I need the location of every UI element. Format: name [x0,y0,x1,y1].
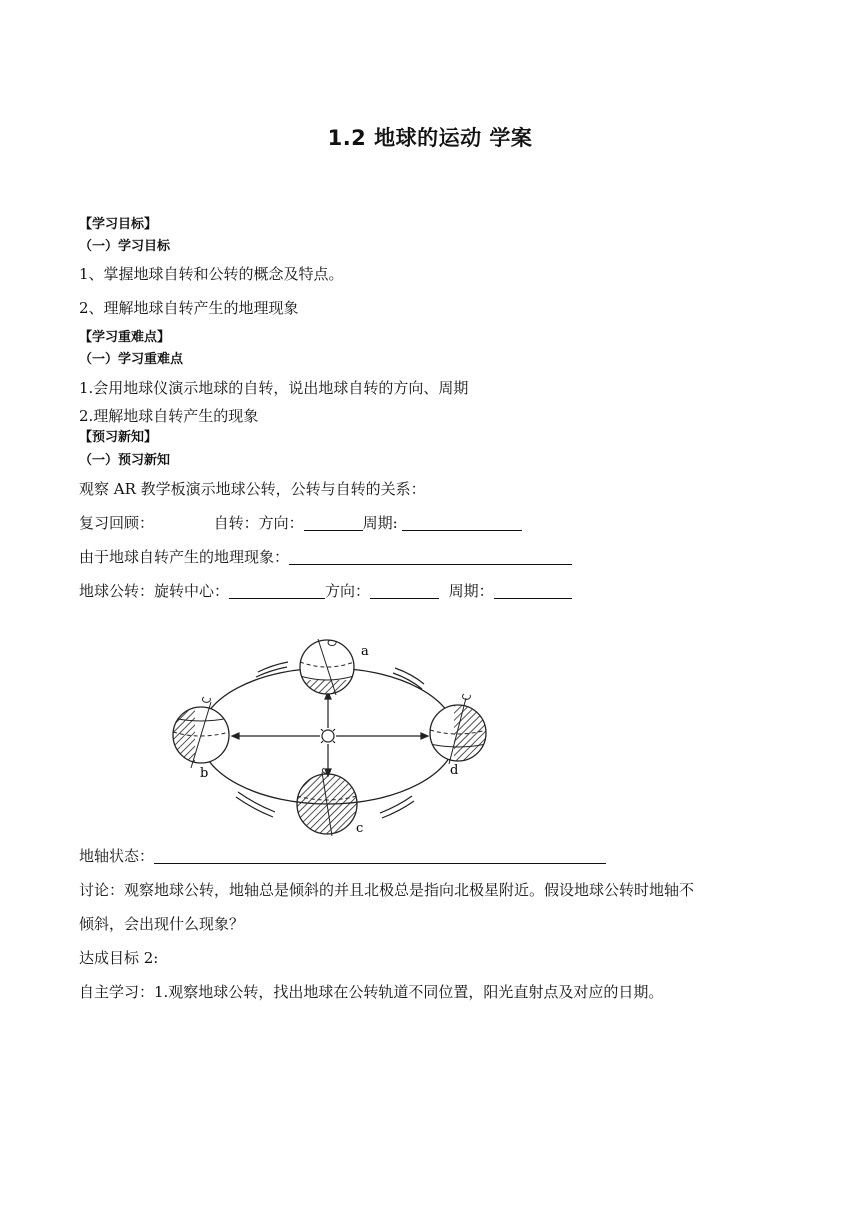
goal-item-2: 2、理解地球自转产生的地理现象 [79,299,299,317]
goal-item-1: 1、掌握地球自转和公转的概念及特点。 [79,265,344,283]
page-title: 1.2 地球的运动 学案 [327,126,533,150]
self-study-line: 自主学习：1.观察地球公转，找出地球在公转轨道不同位置，阳光直射点及对应的日期。 [79,983,664,1001]
key-point-1: 1.会用地球仪演示地球的自转，说出地球自转的方向、周期 [79,379,469,397]
discussion-line-1: 讨论：观察地球公转，地轴总是倾斜的并且北极总是指向北极星附近。假设地球公转时地轴不 [79,881,695,899]
sun-icon [318,726,338,746]
section-heading-goals: 【学习目标】 [79,217,158,232]
key-point-2: 2.理解地球自转产生的现象 [79,407,259,425]
axis-state-blank[interactable] [154,847,606,864]
rotation-direction-blank[interactable] [304,514,363,531]
label-b: b [200,766,209,781]
earth-revolution-diagram [160,632,500,842]
goal-reach-line: 达成目标 2: [79,949,159,967]
review-label: 复习回顾： [79,514,155,532]
revolution-line [79,581,572,601]
revolution-center-label: 地球公转：旋转中心： [79,582,230,600]
revolution-center-blank[interactable] [229,582,325,599]
axis-state-line [79,846,606,866]
earth-position-c [297,768,363,836]
rotation-label: 自转：方向： [213,514,304,532]
rotation-period-label: 周期: [362,514,398,532]
phenomena-label: 由于地球自转产生的地理现象： [79,548,290,566]
rotation-period-blank[interactable] [402,514,522,531]
phenomena-line [79,547,572,567]
section-heading-preview: 【预习新知】 [79,430,158,445]
subheading-key-points: （一）学习重难点 [79,352,184,367]
label-a: a [361,644,369,659]
earth-position-d [430,694,486,778]
revolution-direction-label: 方向： [325,582,371,600]
revolution-direction-blank[interactable] [370,582,439,599]
observe-line: 观察 AR 教学板演示地球公转，公转与自转的关系： [79,480,426,498]
phenomena-blank[interactable] [289,548,572,565]
subheading-preview: （一）预习新知 [79,453,171,468]
label-d: d [450,763,459,778]
revolution-period-blank[interactable] [494,582,572,599]
earth-position-b [173,697,229,781]
discussion-line-2: 倾斜，会出现什么现象？ [79,915,245,933]
axis-state-label: 地轴状态： [79,847,155,865]
label-c: c [356,821,364,836]
review-line [79,513,522,533]
subheading-goals: （一）学习目标 [79,239,171,254]
revolution-period-label: 周期： [448,582,494,600]
section-heading-key-points: 【学习重难点】 [79,330,171,345]
